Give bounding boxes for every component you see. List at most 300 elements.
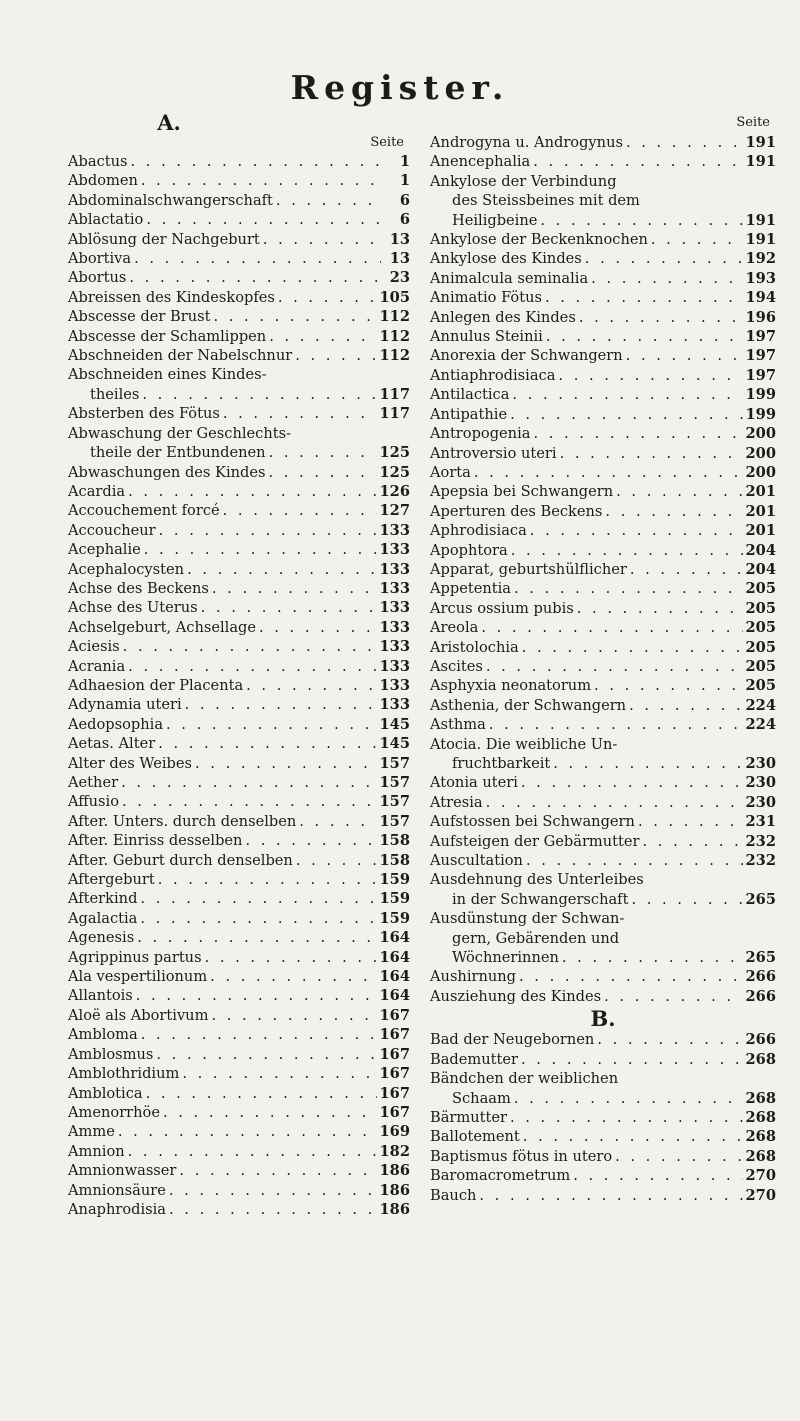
page-number: 1: [399, 153, 410, 170]
entry-row: [68, 909, 410, 928]
page-number: 117: [379, 385, 410, 403]
entry-text: Acardia: [68, 482, 126, 500]
entry-text: Anaphrodisia: [68, 1200, 167, 1218]
dot-leader: [179, 1161, 376, 1180]
entry-text: Atresia: [430, 793, 483, 811]
index-entry: [430, 269, 776, 288]
entry-row: [68, 1122, 410, 1141]
dot-leader: [577, 599, 743, 618]
entry-row: [68, 152, 410, 171]
entry-text: Auscultation: [430, 852, 523, 870]
entry-row: [430, 618, 776, 637]
page-number: 201: [745, 483, 776, 501]
dot-leader: [558, 366, 742, 385]
index-entry: [68, 288, 410, 307]
index-entry: [68, 521, 410, 540]
page-number: 23: [389, 269, 410, 287]
index-entry: [68, 1064, 410, 1083]
entry-text: Apparat, geburtshülflicher: [430, 560, 627, 578]
index-entry: [430, 444, 776, 463]
page-number: 167: [379, 1084, 410, 1102]
entry-text: Abdominalschwangerschaft: [68, 191, 273, 209]
entry-row: [430, 1050, 776, 1069]
entry-row: [68, 1161, 410, 1180]
index-entry: [430, 1166, 776, 1185]
page-number: 164: [379, 929, 410, 947]
entry-text: Abdomen: [68, 172, 138, 190]
entry-text: Abactus: [68, 153, 128, 170]
index-entry: [430, 579, 776, 598]
dot-leader: [146, 210, 381, 229]
index-entry: [68, 676, 410, 695]
entry-row: [430, 288, 776, 307]
entry-row: [68, 443, 410, 462]
page-number: 193: [745, 269, 776, 287]
dot-leader: [562, 948, 743, 967]
index-entry: [430, 909, 776, 967]
entry-row: [430, 890, 776, 909]
entry-row: [430, 657, 776, 676]
entry-row: [430, 987, 776, 1006]
entry-text: Bad der Neugebornen: [430, 1031, 595, 1049]
entry-text: Aedopsophia: [68, 715, 164, 733]
index-entry: [430, 1050, 776, 1069]
entry-row: [430, 638, 776, 657]
entry-row: [430, 948, 776, 967]
page-number: 224: [745, 696, 776, 714]
index-entry: [68, 695, 410, 714]
entry-row: [68, 1200, 410, 1219]
entry-row: [430, 1186, 776, 1205]
page-number: 133: [379, 618, 410, 636]
entry-row: [68, 1103, 410, 1122]
dot-leader: [142, 385, 376, 404]
dot-leader: [523, 1127, 743, 1146]
entry-text: Agrippinus partus: [68, 948, 202, 966]
entry-text: Asthma: [430, 716, 486, 734]
index-entry: [430, 1069, 776, 1108]
page-number: 200: [745, 463, 776, 481]
page-number: 194: [745, 289, 776, 307]
index-entry: [430, 172, 776, 230]
index-entry: [68, 715, 410, 734]
dot-leader: [210, 967, 376, 986]
index-entry: [430, 1127, 776, 1146]
entry-row: [430, 1089, 776, 1108]
entry-row: [430, 308, 776, 327]
entry-text: Adhaesion der Placenta: [68, 676, 244, 694]
entry-text: Aetas. Alter: [68, 735, 156, 753]
page-number: 112: [379, 308, 410, 326]
entry-row: [68, 657, 410, 676]
index-entry: [68, 967, 410, 986]
dot-leader: [604, 987, 742, 1006]
page-number: 186: [379, 1200, 410, 1218]
dot-leader: [211, 1006, 376, 1025]
page-number: 133: [379, 560, 410, 578]
entry-row: [68, 1084, 410, 1103]
entry-row: [68, 540, 410, 559]
entry-text: Heiligbeine: [452, 211, 538, 229]
entry-row: [68, 482, 410, 501]
dot-leader: [616, 482, 742, 501]
index-entry: [68, 365, 410, 404]
dot-leader: [245, 831, 376, 850]
dot-leader: [140, 909, 376, 928]
dot-leader: [212, 579, 377, 598]
dot-leader: [579, 308, 743, 327]
entry-text: After. Unters. durch denselben: [68, 812, 297, 830]
dot-leader: [146, 1084, 377, 1103]
dot-leader: [629, 696, 742, 715]
entry-text: Bademutter: [430, 1050, 518, 1068]
page-number: 158: [379, 851, 410, 869]
entry-row: [430, 793, 776, 812]
index-entry: [430, 657, 776, 676]
page-number: 199: [745, 405, 776, 423]
index-entry: [68, 909, 410, 928]
index-entry: [68, 171, 410, 190]
dot-leader: [511, 541, 743, 560]
entry-text: Aushirnung: [430, 968, 517, 986]
entry-row: [68, 1045, 410, 1064]
dot-leader: [631, 890, 742, 909]
entry-text: Anorexia der Schwangern: [430, 347, 623, 365]
entry-row: [430, 385, 776, 404]
dot-leader: [546, 327, 743, 346]
entry-text: Baromacrometrum: [430, 1167, 571, 1185]
index-entry: [430, 249, 776, 268]
entry-text: Ascites: [430, 657, 483, 675]
page-number: 133: [379, 599, 410, 617]
page-number: 268: [745, 1089, 776, 1107]
dot-leader: [522, 638, 743, 657]
page-number: 265: [745, 949, 776, 967]
dot-leader: [137, 928, 376, 947]
entry-row: [68, 288, 410, 307]
index-entry: [68, 501, 410, 520]
entry-row: [68, 307, 410, 326]
index-entry: [68, 404, 410, 423]
page-number: 157: [379, 774, 410, 791]
entry-row: [68, 967, 410, 986]
dot-leader: [489, 715, 743, 734]
dot-leader: [141, 171, 381, 190]
entry-row: [430, 366, 776, 385]
entry-row: [430, 1166, 776, 1185]
dot-leader: [185, 695, 377, 714]
page-number: 13: [389, 250, 410, 268]
index-entry: [68, 1122, 410, 1141]
index-entry: [68, 773, 410, 792]
entry-row: [68, 171, 410, 190]
page-number: 133: [379, 696, 410, 714]
entry-row: [430, 832, 776, 851]
dot-leader: [182, 1064, 376, 1083]
index-entry: [68, 928, 410, 947]
page-number: 6: [399, 211, 410, 229]
entry-text: Areola: [430, 619, 479, 637]
index-entry: [430, 812, 776, 831]
index-entry: [430, 288, 776, 307]
index-entry: [68, 618, 410, 637]
dot-leader: [514, 579, 743, 598]
entry-text: Antipathie: [430, 405, 508, 423]
entry-text: Ankylose der Verbindung: [430, 172, 617, 190]
entry-row: [68, 346, 410, 365]
entry-row: [430, 715, 776, 734]
dot-leader: [128, 482, 376, 501]
entry-row: [68, 191, 410, 210]
index-entry: [68, 560, 410, 579]
entry-text: Antiaphrodisiaca: [430, 366, 556, 384]
dot-leader: [533, 152, 742, 171]
entry-row: [430, 1147, 776, 1166]
entry-text: Affusio: [68, 793, 119, 811]
index-entry: [68, 152, 410, 171]
entry-text: Abscesse der Schamlippen: [68, 327, 267, 345]
page-number: 204: [745, 560, 776, 578]
index-entry: [68, 268, 410, 287]
dot-leader: [156, 1045, 376, 1064]
index-entry: [430, 676, 776, 695]
page-number: 167: [379, 1026, 410, 1044]
index-entry: [430, 502, 776, 521]
entry-text: Asthenia, der Schwangern: [430, 696, 627, 714]
dot-leader: [521, 1050, 743, 1069]
index-entry: [430, 1147, 776, 1166]
entry-row: [68, 831, 410, 850]
entry-row: [68, 948, 410, 967]
entry-row: [430, 851, 776, 870]
entry-row: [68, 1025, 410, 1044]
entry-row: [68, 1142, 410, 1161]
dot-leader: [651, 230, 743, 249]
page-number: 266: [745, 1031, 776, 1049]
index-entry: [430, 1186, 776, 1205]
page-number: 197: [745, 328, 776, 346]
entry-text: Abortiva: [68, 250, 132, 268]
index-entry: [430, 308, 776, 327]
entry-row: [68, 637, 410, 656]
page-number: 205: [745, 657, 776, 675]
entry-row: [430, 676, 776, 695]
entry-row: [68, 754, 410, 773]
entry-text: Amme: [68, 1123, 115, 1141]
entry-text: Asphyxia neonatorum: [430, 677, 592, 695]
entry-text: Aciesis: [68, 638, 120, 656]
page-number: 167: [379, 1045, 410, 1063]
page-number: 192: [745, 250, 776, 268]
page-number: 265: [745, 890, 776, 908]
index-entry: [68, 792, 410, 811]
entry-text: gern, Gebärenden und: [452, 929, 620, 947]
page-number: 266: [745, 968, 776, 986]
entry-row: [68, 773, 410, 792]
index-entry: [68, 1025, 410, 1044]
dot-leader: [269, 327, 376, 346]
entry-text: Accoucheur: [68, 521, 156, 539]
index-entry: [430, 405, 776, 424]
entry-text: Achselgeburt, Achsellage: [68, 618, 256, 636]
index-entry: [430, 773, 776, 792]
entry-text: Appetentia: [430, 580, 511, 598]
entry-row: [68, 676, 410, 695]
index-entry: [430, 793, 776, 812]
dot-leader: [128, 657, 376, 676]
entry-text: theile der Entbundenen: [90, 444, 266, 462]
page-number: 164: [379, 948, 410, 966]
index-entry: [430, 851, 776, 870]
seite-header-left: Seite: [370, 135, 404, 150]
index-entry: [68, 249, 410, 268]
entry-text: Ambloma: [68, 1026, 138, 1044]
index-entry: [68, 1103, 410, 1122]
dot-leader: [158, 734, 376, 753]
entry-text: Bändchen der weiblichen: [430, 1070, 619, 1088]
dot-leader: [295, 346, 376, 365]
entry-text: Schaam: [452, 1089, 511, 1107]
entry-row: [68, 715, 410, 734]
entry-row: [430, 152, 776, 171]
entry-text: Anlegen des Kindes: [430, 308, 576, 326]
page-number: 231: [745, 813, 776, 831]
index-entry: [430, 832, 776, 851]
index-entry: [68, 986, 410, 1005]
index-entry: [68, 948, 410, 967]
page-number: 112: [379, 347, 410, 365]
page-number: 159: [379, 890, 410, 908]
page-number: 199: [745, 386, 776, 404]
index-entry: [68, 657, 410, 676]
page-number: 196: [745, 308, 776, 326]
index-entry: [68, 637, 410, 656]
dot-leader: [129, 268, 381, 287]
dot-leader: [169, 1181, 377, 1200]
entry-row: [68, 792, 410, 811]
page-number: 205: [745, 677, 776, 695]
index-entry: [68, 754, 410, 773]
index-entry: [68, 327, 410, 346]
entry-text: Ala vespertilionum: [68, 968, 208, 986]
page-number: 201: [745, 502, 776, 520]
entry-row: [68, 501, 410, 520]
entry-text: Allantois: [68, 987, 133, 1005]
page-number: 112: [379, 327, 410, 345]
index-entry: [430, 638, 776, 657]
page-number: 197: [745, 366, 776, 384]
entry-text: Apepsia bei Schwangern: [430, 483, 614, 501]
entry-row: [68, 404, 410, 423]
index-entry: [68, 1045, 410, 1064]
entry-row: [68, 268, 410, 287]
entry-row: [68, 230, 410, 249]
entry-row: [68, 598, 410, 617]
entries-right-b: [430, 1030, 776, 1205]
entry-row: [68, 870, 410, 889]
page-number: 125: [379, 463, 410, 481]
entry-text: Alter des Weibes: [68, 754, 193, 772]
dot-leader: [187, 560, 376, 579]
index-entry: [430, 463, 776, 482]
entry-row: [430, 1127, 776, 1146]
entry-text: Accouchement forcé: [68, 502, 220, 520]
page-number: 133: [379, 638, 410, 656]
dot-leader: [144, 540, 377, 559]
index-entry: [68, 482, 410, 501]
dot-leader: [276, 191, 381, 210]
index-entry: [68, 851, 410, 870]
entry-text: Achse des Beckens: [68, 579, 209, 597]
index-entry: [430, 715, 776, 734]
dot-leader: [122, 792, 377, 811]
index-entry: [68, 812, 410, 831]
entry-row: [68, 812, 410, 831]
page-number: 117: [379, 405, 410, 423]
page-number: 133: [379, 657, 410, 675]
entry-row: [68, 385, 410, 404]
entry-row: [68, 986, 410, 1005]
dot-leader: [530, 521, 743, 540]
entry-text: Antilactica: [430, 386, 510, 404]
page-number: 167: [379, 1006, 410, 1024]
entry-text: Atocia. Die weibliche Un-: [430, 735, 618, 753]
entry-row: [430, 599, 776, 618]
page-number: 200: [745, 444, 776, 462]
entries-right: [430, 133, 776, 1006]
page-number: 167: [379, 1103, 410, 1121]
entry-text: Antroversio uteri: [430, 444, 557, 462]
entry-text: Bärmutter: [430, 1108, 507, 1126]
entry-text: Afterkind: [68, 890, 138, 908]
dot-leader: [223, 501, 377, 520]
page-number: 157: [379, 754, 410, 772]
entries-left: [68, 152, 410, 1219]
dot-leader: [540, 211, 742, 230]
index-entry: [68, 598, 410, 617]
index-entry: [430, 327, 776, 346]
entry-text: Ablactatio: [68, 211, 144, 229]
left-column: [68, 112, 410, 1219]
dot-leader: [195, 754, 377, 773]
index-entry: [430, 560, 776, 579]
right-column: [430, 112, 776, 1205]
entry-text: Wöchnerinnen: [452, 949, 559, 967]
entry-row: [430, 482, 776, 501]
page-number: 270: [745, 1167, 776, 1185]
index-entry: [430, 366, 776, 385]
page-number: 133: [379, 541, 410, 559]
index-entry: [68, 210, 410, 229]
entry-text: Bauch: [430, 1186, 477, 1204]
entry-text: Aufsteigen der Gebärmutter: [430, 832, 640, 850]
dot-leader: [553, 754, 742, 773]
dot-leader: [512, 385, 742, 404]
index-entry: [430, 1108, 776, 1127]
index-entry: [68, 734, 410, 753]
page-number: 204: [745, 541, 776, 559]
entry-text: Aftergeburt: [68, 871, 155, 889]
page-number: 230: [745, 793, 776, 811]
entry-text: Abreissen des Kindeskopfes: [68, 288, 275, 306]
dot-leader: [474, 463, 743, 482]
page-number: 266: [745, 987, 776, 1005]
entry-row: [68, 1181, 410, 1200]
page-number: 191: [745, 211, 776, 229]
dot-leader: [128, 1142, 377, 1161]
entry-text: After. Einriss desselben: [68, 832, 243, 850]
dot-leader: [121, 773, 376, 792]
